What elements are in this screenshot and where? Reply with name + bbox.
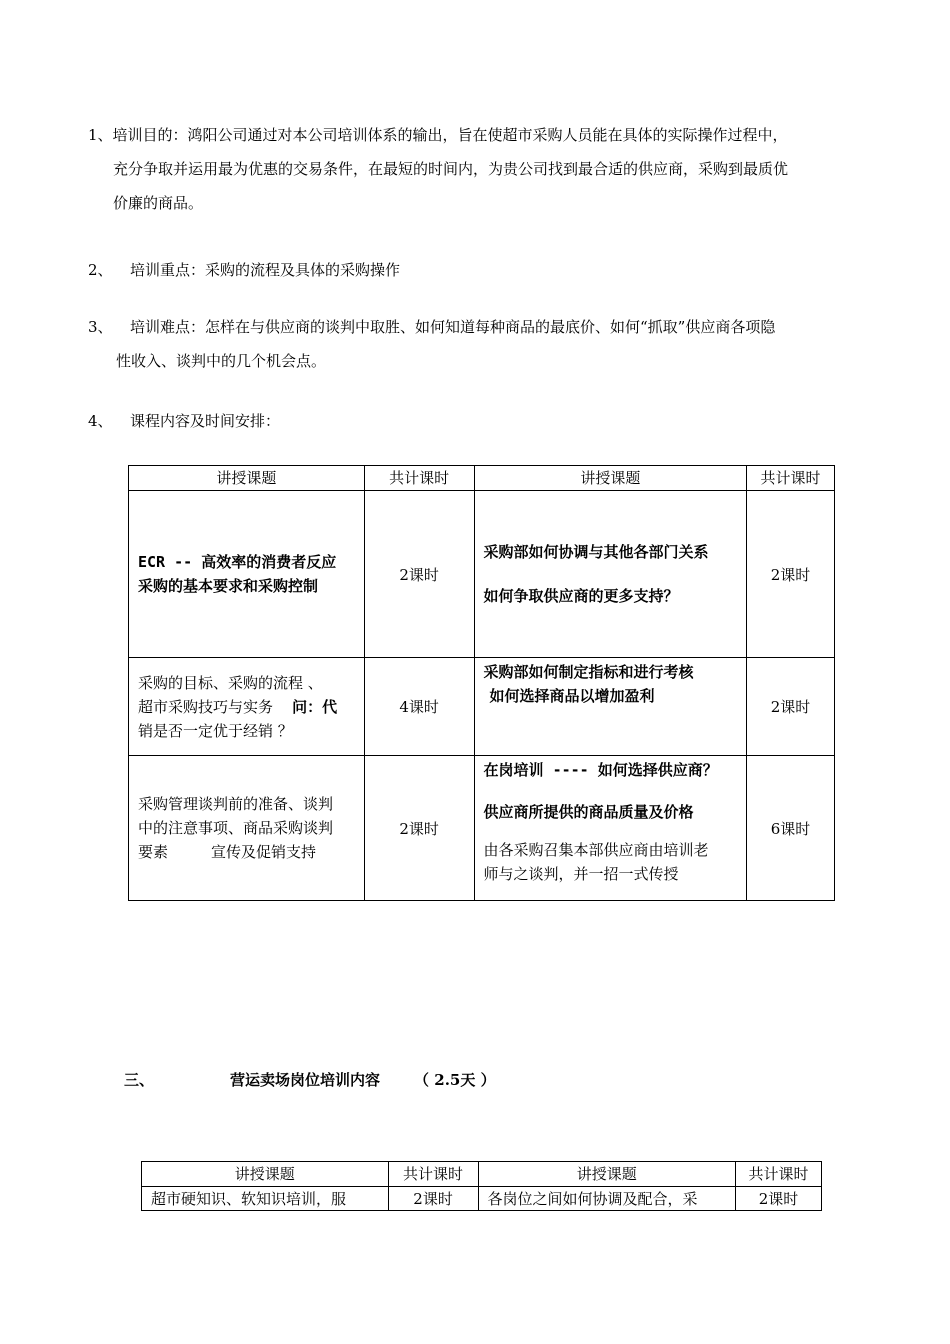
table-header-row — [142, 1162, 822, 1187]
item-number: 3、 — [88, 318, 113, 336]
item-4 — [88, 404, 888, 438]
topic-cell: 采购管理谈判前的准备、谈判 中的注意事项、商品采购谈判 要素 宣传及促销支持 — [129, 756, 365, 901]
header-hours: 共计课时 — [388, 1162, 478, 1187]
item-number: 1、 — [88, 126, 113, 144]
header-topic: 讲授课题 — [474, 466, 747, 491]
operations-training-table — [141, 1161, 822, 1211]
item-text-cont: 价廉的商品。 — [113, 194, 204, 212]
item-number: 4、 — [88, 412, 113, 430]
topic-cell: 采购部如何制定指标和进行考核 如何选择商品以增加盈利 — [474, 658, 747, 756]
item-text: 培训目的：鸿阳公司通过对本公司培训体系的输出，旨在使超市采购人员能在具体的实际操作过程中， — [112, 126, 788, 144]
header-hours: 共计课时 — [364, 466, 474, 491]
section-duration: （ 2.5天 ） — [414, 1071, 496, 1089]
item-text: 培训重点：采购的流程及具体的采购操作 — [130, 261, 401, 279]
item-3 — [88, 310, 888, 378]
hours-cell: 2课时 — [364, 491, 474, 658]
hours-cell: 2课时 — [747, 658, 835, 756]
item-2 — [88, 253, 888, 287]
topic-cell: 采购部如何协调与其他各部门关系 如何争取供应商的更多支持？ — [474, 491, 747, 658]
item-text-cont: 充分争取并运用最为优惠的交易条件，在最短的时间内，为贵公司找到最合适的供应商，采购到最质优 — [113, 160, 789, 178]
hours-cell: 4课时 — [364, 658, 474, 756]
table-row — [129, 756, 835, 901]
course-schedule-table — [128, 465, 835, 901]
table-row — [129, 491, 835, 658]
header-topic: 讲授课题 — [142, 1162, 389, 1187]
header-hours: 共计课时 — [736, 1162, 822, 1187]
topic-cell: 各岗位之间如何协调及配合，采 — [478, 1187, 736, 1211]
header-topic: 讲授课题 — [129, 466, 365, 491]
hours-cell: 2课时 — [747, 491, 835, 658]
section-title: 营运卖场岗位培训内容 — [230, 1071, 381, 1089]
item-text-cont: 性收入、谈判中的几个机会点。 — [116, 352, 327, 370]
item-number: 2、 — [88, 261, 113, 279]
item-text: 课程内容及时间安排： — [130, 412, 281, 430]
section-heading — [124, 1067, 496, 1093]
item-text: 培训难点：怎样在与供应商的谈判中取胜、如何知道每种商品的最底价、如何“抓取”供应商各项隐 — [130, 318, 776, 336]
hours-cell: 2课时 — [736, 1187, 822, 1211]
topic-cell: 超市硬知识、软知识培训，服 — [142, 1187, 389, 1211]
header-hours: 共计课时 — [747, 466, 835, 491]
table-row — [142, 1187, 822, 1211]
topic-cell: ECR -- 高效率的消费者反应 采购的基本要求和采购控制 — [129, 491, 365, 658]
hours-cell: 2课时 — [364, 756, 474, 901]
item-1 — [88, 118, 888, 220]
hours-cell: 2课时 — [388, 1187, 478, 1211]
section-number: 三、 — [124, 1071, 155, 1089]
topic-cell: 在岗培训 ---- 如何选择供应商？ 供应商所提供的商品质量及价格 由各采购召集本部供应商由培训老 师与之谈判，并一招一式传授 — [474, 756, 747, 901]
table-row — [129, 658, 835, 756]
header-topic: 讲授课题 — [478, 1162, 736, 1187]
hours-cell: 6课时 — [747, 756, 835, 901]
table-header-row — [129, 466, 835, 491]
topic-cell: 采购的目标、采购的流程 、 超市采购技巧与实务 问：代 销是否一定优于经销 ？ — [129, 658, 365, 756]
